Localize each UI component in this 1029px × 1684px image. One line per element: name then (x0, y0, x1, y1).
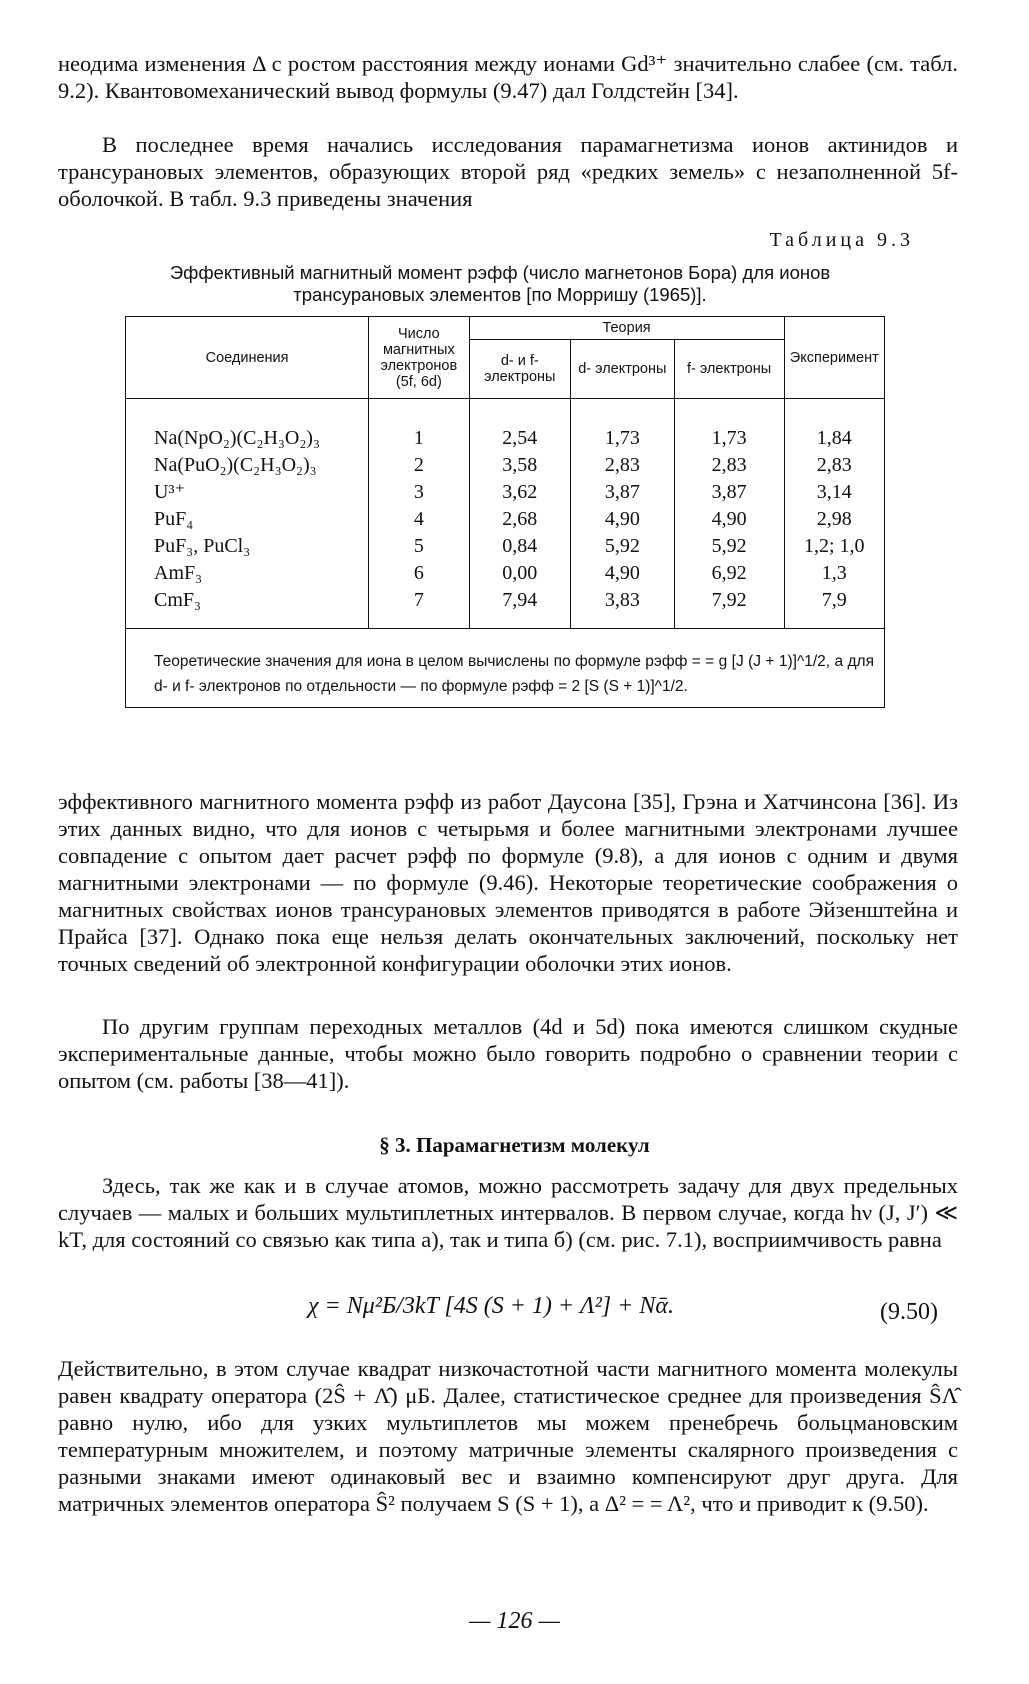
paragraph-2: В последнее время начались исследования парамагнетизма ионов актинидов и трансурановых элементов, образующих второй ряд «редких земель» с незаполненной 5f-оболочкой. В табл. 9.3 приведены значения (58, 132, 958, 211)
header-experiment: Эксперимент (784, 317, 884, 399)
cell-count: 1 (369, 399, 469, 453)
cell-f: 4,90 (674, 506, 784, 533)
cell-df: 0,84 (469, 533, 570, 560)
data-table (125, 316, 885, 708)
formula-9-50 (58, 1293, 958, 1333)
header-compound: Соединения (126, 317, 369, 399)
cell-d: 4,90 (571, 506, 675, 533)
cell-exp: 1,84 (784, 399, 884, 453)
cell-d: 3,87 (571, 479, 675, 506)
cell-exp: 2,98 (784, 506, 884, 533)
paragraph-3-container (58, 788, 958, 977)
cell-df: 7,94 (469, 587, 570, 629)
cell-count: 2 (369, 452, 469, 479)
paragraph-2-container (58, 131, 958, 212)
paragraph-4: По другим группам переходных металлов (4d и 5d) пока имеются слишком скудные экспериментальные данные, чтобы можно было говорить подробно о сравнении теории с опытом (см. работы [38—41]). (58, 1014, 958, 1093)
cell-f: 1,73 (674, 399, 784, 453)
cell-exp: 3,14 (784, 479, 884, 506)
paragraph-1-container (58, 50, 958, 104)
cell-count: 7 (369, 587, 469, 629)
cell-count: 4 (369, 506, 469, 533)
table-row (126, 560, 885, 587)
table-note: Теоретические значения для иона в целом вычислены по формуле pэфф = = g [J (J + 1)]^1/2, а для d- и f- электронов по отдельности — по формуле pэфф = 2 [S (S + 1)]^1/2. (125, 629, 885, 708)
header-f-electrons: f- электроны (674, 340, 784, 399)
cell-count: 5 (369, 533, 469, 560)
cell-count: 6 (369, 560, 469, 587)
header-electron-count: Число магнитных электронов (5f, 6d) (369, 317, 469, 399)
cell-df: 3,62 (469, 479, 570, 506)
paragraph-3: эффективного магнитного момента pэфф из работ Даусона [35], Грэна и Хатчинсона [36]. Из этих данных видно, что для ионов с четырьмя и более магнитными электронами лучшее совпадение с опытом дает расчет pэфф по формуле (9.8), а для ионов с одним и двумя магнитными электронами — по формуле (9.46). Некоторые теоретические соображения о магнитных свойствах ионов трансурановых элементов приводятся в работе Эйзенштейна и Прайса [37]. Однако пока еще нельзя делать окончательных заключений, поскольку нет точных сведений об электронной конфигурации оболочки этих ионов. (58, 789, 958, 976)
cell-compound: U³⁺ (126, 479, 369, 506)
header-theory: Теория (469, 317, 784, 340)
header-df-electrons: d- и f- электроны (469, 340, 570, 399)
cell-f: 3,87 (674, 479, 784, 506)
cell-exp: 1,2; 1,0 (784, 533, 884, 560)
cell-compound: CmF₃ (126, 587, 369, 629)
section-heading: § 3. Парамагнетизм молекул (379, 1133, 650, 1157)
paragraph-1: неодима изменения Δ с ростом расстояния между ионами Gd³⁺ значительно слабее (см. табл. 9.2). Квантовомеханический вывод формулы (9.47) дал Голдстейн [34]. (58, 51, 958, 103)
cell-compound: Na(NpO₂)(C₂H₃O₂)₃ (126, 399, 369, 453)
table-row (126, 399, 885, 453)
cell-df: 2,54 (469, 399, 570, 453)
table-row (126, 452, 885, 479)
cell-f: 5,92 (674, 533, 784, 560)
table-row (126, 533, 885, 560)
formula-expression: χ = Nμ²Б/3kT [4S (S + 1) + Λ²] + Nᾱ. (308, 1293, 674, 1319)
header-d-electrons: d- электроны (571, 340, 675, 399)
paragraph-4-container (58, 1013, 958, 1094)
cell-d: 5,92 (571, 533, 675, 560)
cell-f: 7,92 (674, 587, 784, 629)
table-caption: Эффективный магнитный момент pэфф (число магнетонов Бора) для ионов трансурановых элементов [по Морришу (1965)]. (169, 262, 831, 305)
table-body-grid (125, 316, 885, 629)
cell-exp: 7,9 (784, 587, 884, 629)
cell-df: 3,58 (469, 452, 570, 479)
cell-compound: PuF₃, PuCl₃ (126, 533, 369, 560)
equation-number: (9.50) (880, 1299, 938, 1325)
cell-f: 2,83 (674, 452, 784, 479)
cell-exp: 1,3 (784, 560, 884, 587)
cell-f: 6,92 (674, 560, 784, 587)
page-number: — 126 — (469, 1608, 560, 1634)
cell-d: 2,83 (571, 452, 675, 479)
cell-compound: PuF₄ (126, 506, 369, 533)
cell-d: 1,73 (571, 399, 675, 453)
cell-df: 2,68 (469, 506, 570, 533)
table-row (126, 479, 885, 506)
paragraph-5: Здесь, так же как и в случае атомов, можно рассмотреть задачу для двух предельных случаев — малых и больших мультиплетных интервалов. В первом случае, когда hν (J, J′) ≪ kT, для состояний со связью как типа а), так и типа б) (см. рис. 7.1), восприимчивость равна (58, 1173, 958, 1252)
cell-exp: 2,83 (784, 452, 884, 479)
table-row (126, 587, 885, 629)
cell-count: 3 (369, 479, 469, 506)
cell-d: 4,90 (571, 560, 675, 587)
table-number: Таблица 9.3 (769, 229, 914, 251)
paragraph-6-container (58, 1355, 958, 1517)
cell-d: 3,83 (571, 587, 675, 629)
cell-df: 0,00 (469, 560, 570, 587)
paragraph-5-container (58, 1172, 958, 1253)
cell-compound: AmF₃ (126, 560, 369, 587)
paragraph-6: Действительно, в этом случае квадрат низкочастотной части магнитного момента молекулы равен квадрату оператора (2Ŝ + Λ̂) μБ. Далее, статистическое среднее для произведения ŜΛ̂ равно нулю, ибо для узких мультиплетов мы можем пренебречь больцмановским температурным множителем, и поэтому матричные элементы скалярного произведения с разными знаками имеют одинаковый вес и взаимно компенсируют друг друга. Для матричных элементов оператора Ŝ² получаем S (S + 1), а Δ² = = Λ², что и приводит к (9.50). (58, 1356, 958, 1516)
table-row (126, 506, 885, 533)
cell-compound: Na(PuO₂)(C₂H₃O₂)₃ (126, 452, 369, 479)
